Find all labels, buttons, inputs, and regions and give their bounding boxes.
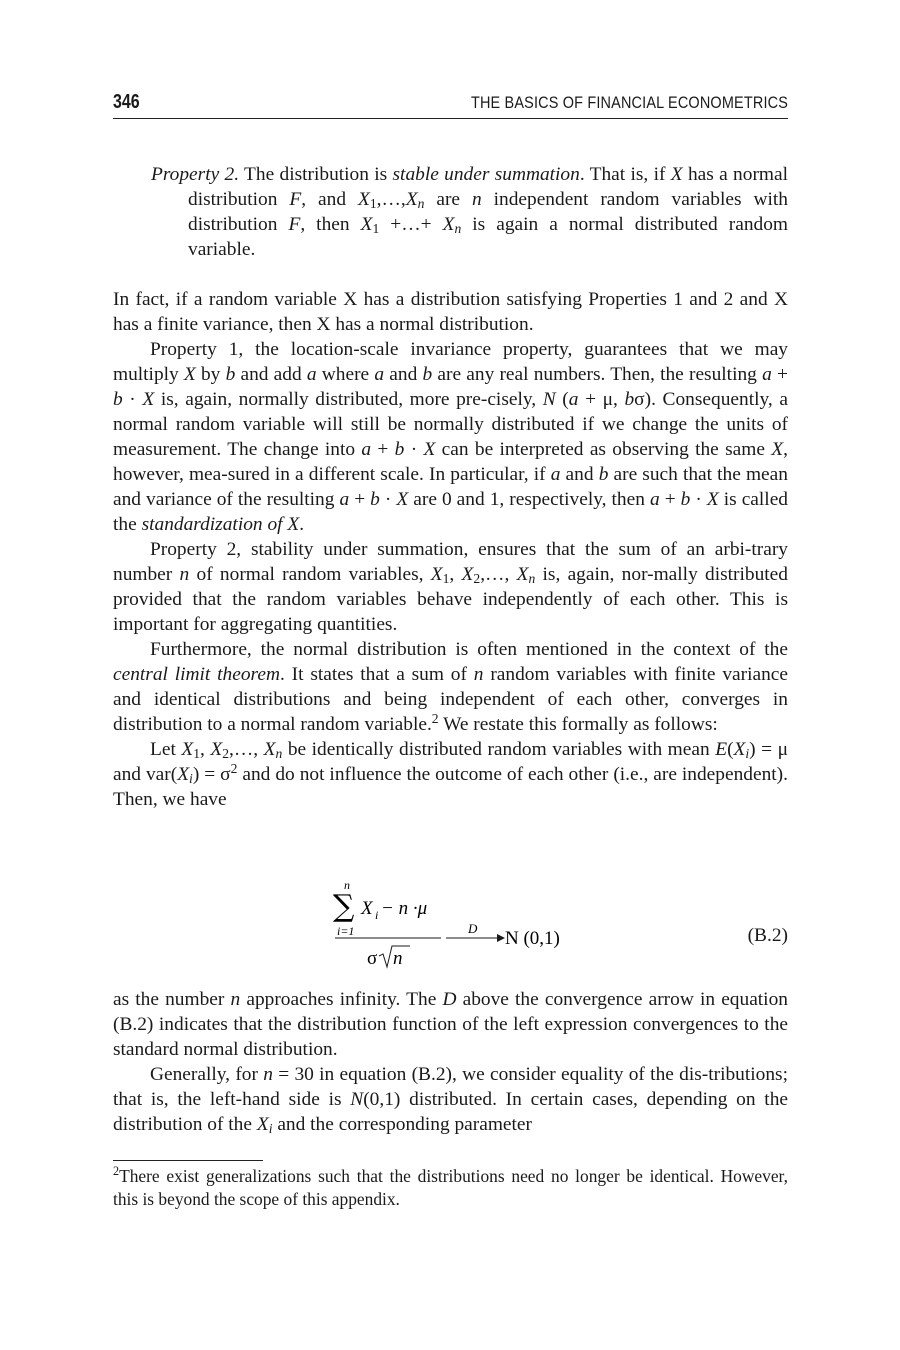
sum-lower-limit: i=1 bbox=[337, 924, 355, 938]
sum-upper-limit: n bbox=[344, 878, 350, 892]
summation-symbol: ∑ bbox=[333, 889, 355, 924]
body-text bbox=[113, 287, 788, 812]
denominator-sigma: σ bbox=[367, 948, 378, 969]
paragraph-property-1: Property 1, the location-scale invariance property, guarantees that we may multiply X by b and add a where a and b are any real numbers. Then, the resulting a + b · X is, again, normally distributed, more pre-cisely, N (a + μ, bσ). Consequently, a normal random variable will still be normally distributed if we change the units of measurement. The change into a + b · X can be interpreted as observing the same X, however, mea-sured in a different scale. In particular, if a and b are such that the mean and variance of the resulting a + b · X are 0 and 1, respectively, then a + b · X is called the standardization of X. bbox=[113, 339, 788, 535]
running-title: THE BASICS OF FINANCIAL ECONOMETRICS bbox=[470, 93, 788, 112]
body-text-after-equation bbox=[113, 987, 788, 1137]
property-2-block bbox=[151, 162, 788, 262]
equation-label: (B.2) bbox=[747, 925, 788, 946]
property-2: Property 2. The distribution is stable under summation. That is, if X has a normal distribution F, and $X_1,\dots,X_n$ are n independent random variables with distribution F, then $X_1$ +…+ $X_n$ is again a normal distributed random variable. bbox=[151, 164, 788, 260]
paragraph-central-limit: Furthermore, the normal distribution is often mentioned in the context of the central limit theorem. It states that a sum of n random variables with finite variance and identical distributions and being independent of each other, converges in distribution to a normal random variable.$^2$ We restate this formally as follows: bbox=[113, 639, 788, 735]
footnote-mark: 2 bbox=[113, 1164, 120, 1178]
numerator-subscript: i bbox=[375, 908, 379, 922]
footnote-divider bbox=[113, 1160, 263, 1161]
footnote bbox=[113, 1165, 788, 1211]
arrow-head bbox=[497, 934, 505, 942]
arrow-label: D bbox=[468, 921, 478, 936]
paragraph-finite-variance: In fact, if a random variable X has a distribution satisfying Properties 1 and 2 and X has a finite variance, then X has a normal distribution. bbox=[113, 289, 788, 335]
paragraph-let: Let $X_1$, $X_2,\dots$, $X_n$ be identically distributed random variables with mean $E(X_i) = \mu$ and $var(X_i) = \sigma^2$ and do not influence the outcome of each other (i.e., are independent). Then, we have bbox=[113, 739, 788, 810]
footnote-text: There exist generalizations such that the distributions need no longer be identical. However, this is beyond the scope of this appendix. bbox=[113, 1166, 788, 1209]
equation-svg bbox=[113, 872, 633, 972]
numerator-x: X bbox=[361, 898, 373, 919]
running-header bbox=[113, 88, 788, 119]
page-number: 346 bbox=[113, 91, 140, 113]
footnote-reference[interactable]: 2 bbox=[431, 711, 439, 726]
denominator-n: n bbox=[393, 948, 403, 969]
equation-b2 bbox=[113, 872, 788, 972]
paragraph-property-2: Property 2, stability under summation, ensures that the sum of an arbi-trary number n of normal random variables, $X_1$, $X_2,\dots$, $X_n$ is, again, nor-mally distributed provided that the random variables behave independently of each other. This is important for aggregating quantities. bbox=[113, 539, 788, 635]
numerator-rest: − n ·μ bbox=[381, 898, 428, 919]
limit-result: N (0,1) bbox=[505, 928, 560, 949]
paragraph-infinity: as the number n approaches infinity. The D above the convergence arrow in equation (B.2) indicates that the distribution function of the left expression convergences to the standard normal distribution. bbox=[113, 989, 788, 1060]
paragraph-generally: Generally, for n = 30 in equation (B.2), we consider equality of the dis-tributions; that is, the left-hand side is N(0,1) distributed. In certain cases, depending on the distribution of the $X_i$ and the corresponding parameter bbox=[113, 1064, 788, 1136]
